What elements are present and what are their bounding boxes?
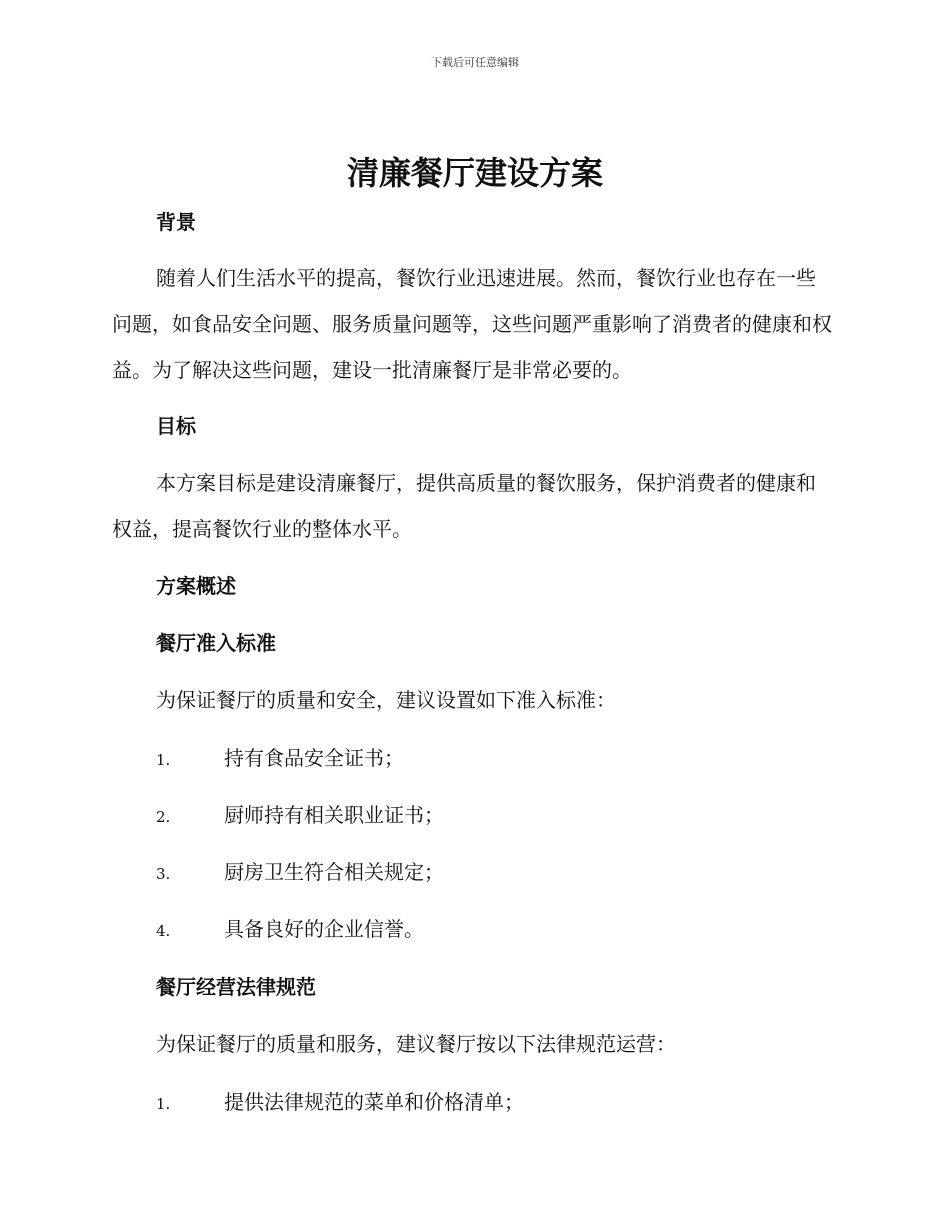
legal-intro: 为保证餐厅的质量和服务，建议餐厅按以下法律规范运营： xyxy=(156,1032,676,1056)
document-title: 清廉餐厅建设方案 xyxy=(346,154,603,192)
list-text: 提供法律规范的菜单和价格清单； xyxy=(224,1090,524,1114)
section-heading-goal: 目标 xyxy=(156,414,196,438)
page-header-note: 下载后可任意编辑 xyxy=(431,56,519,69)
list-text: 厨房卫生符合相关规定； xyxy=(224,860,444,884)
section-heading-admission: 餐厅准入标准 xyxy=(156,631,276,655)
list-item xyxy=(156,1088,832,1116)
list-text: 持有食品安全证书； xyxy=(224,746,404,770)
section-heading-background: 背景 xyxy=(156,210,196,234)
admission-intro: 为保证餐厅的质量和安全，建议设置如下准入标准： xyxy=(156,688,616,712)
list-number: 1. xyxy=(156,751,171,769)
list-item xyxy=(156,801,832,829)
list-number: 1. xyxy=(156,1095,171,1113)
list-number: 2. xyxy=(156,808,171,826)
section-heading-legal: 餐厅经营法律规范 xyxy=(156,975,316,999)
list-item xyxy=(156,915,832,943)
list-text: 厨师持有相关职业证书； xyxy=(224,803,444,827)
list-number: 3. xyxy=(156,865,171,883)
section-heading-overview: 方案概述 xyxy=(156,574,236,598)
background-paragraph: 随着人们生活水平的提高，餐饮行业迅速进展。然而，餐饮行业也存在一些问题，如食品安全问题、服务质量问题等，这些问题严重影响了消费者的健康和权益。为了解决这些问题，建设一批清廉餐厅是非常必要的。 xyxy=(112,266,832,382)
list-text: 具备良好的企业信誉。 xyxy=(224,917,424,941)
list-number: 4. xyxy=(156,922,171,940)
list-item xyxy=(156,744,832,772)
list-item xyxy=(156,858,832,886)
goal-paragraph: 本方案目标是建设清廉餐厅，提供高质量的餐饮服务，保护消费者的健康和权益，提高餐饮行业的整体水平。 xyxy=(112,471,816,541)
